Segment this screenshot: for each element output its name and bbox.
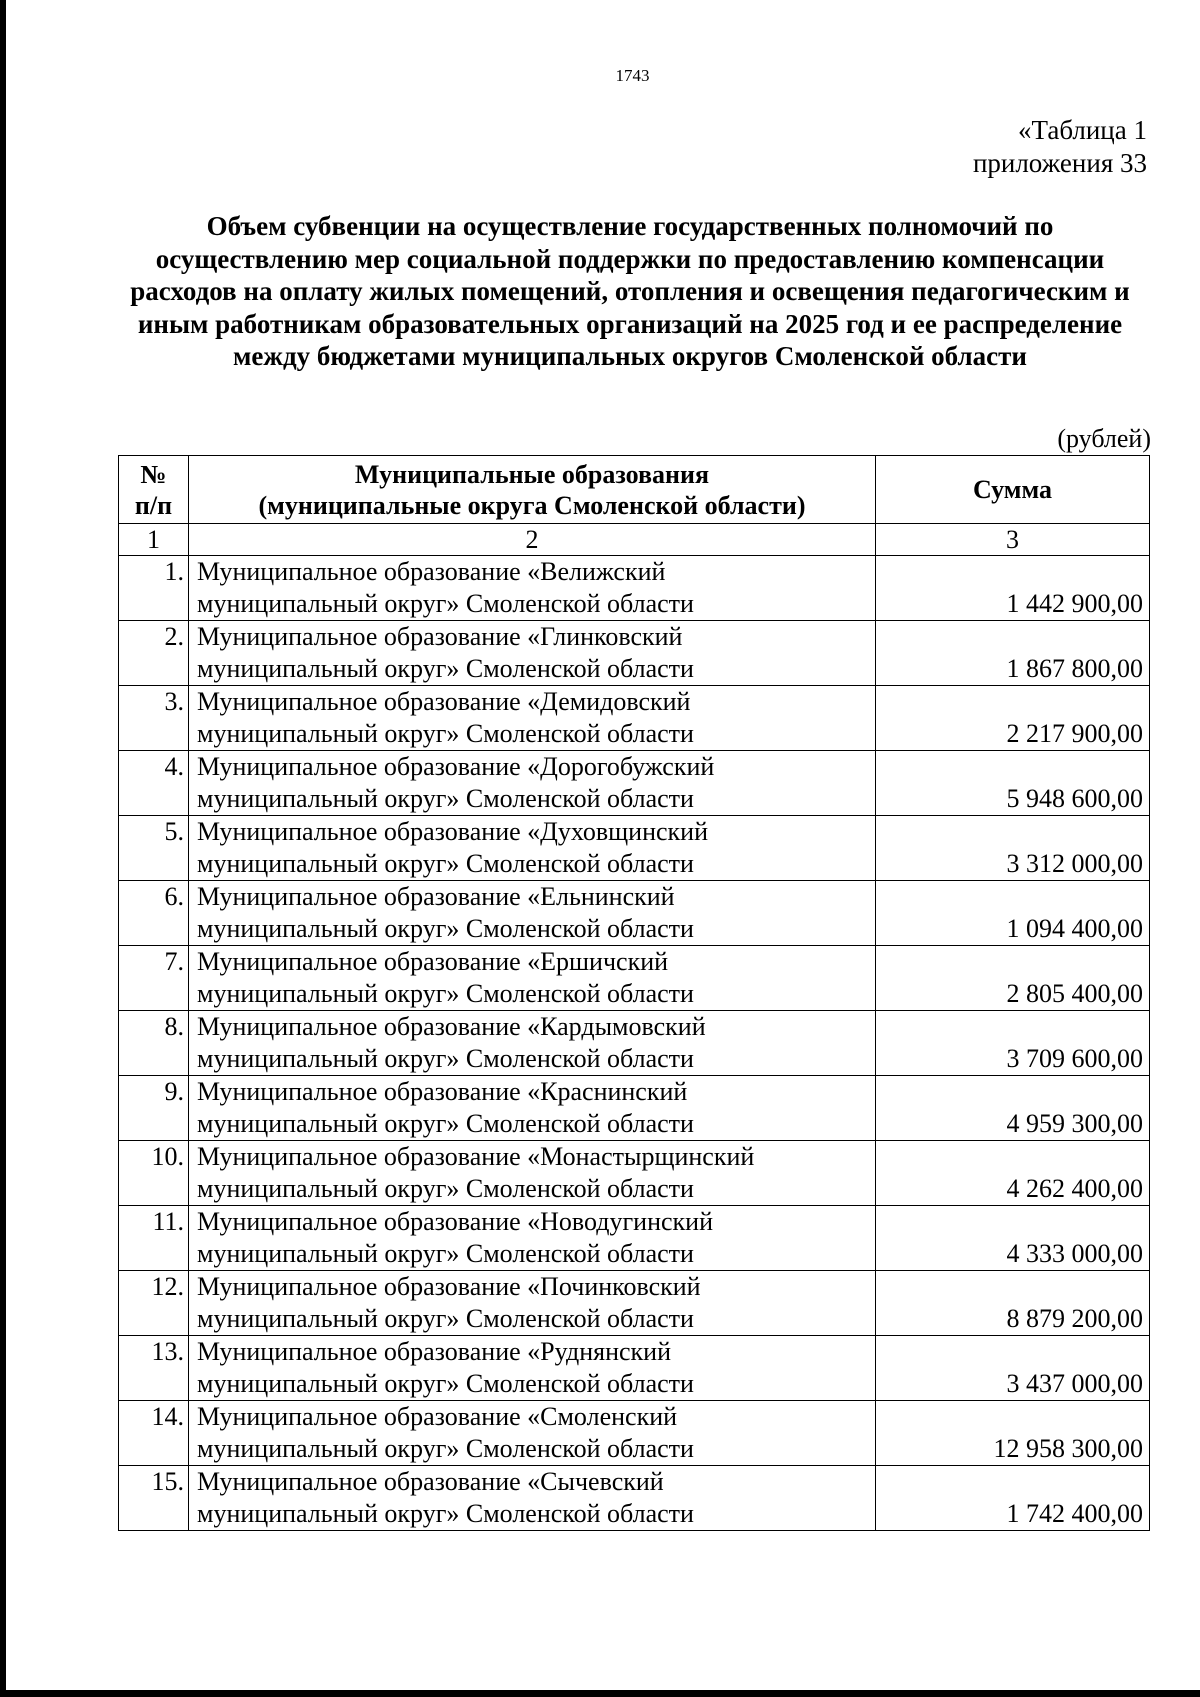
units-label: (рублей) (1057, 424, 1151, 453)
column-number-1: 1 (119, 524, 189, 556)
municipality-name-line2: муниципальный округ» Смоленской области (197, 1304, 694, 1333)
municipality-name-line1: Муниципальное образование «Монастырщинский (197, 1142, 755, 1171)
document-title: Объем субвенции на осуществление государственных полномочий по осуществлению мер социальной поддержки по предоставлению компенсации расходов на оплату жилых помещений, отопления и освещения педагогическим и иным работникам образовательных организаций на 2025 год и ее распределение между бюджетами муниципальных округов Смоленской области (130, 211, 1130, 371)
table-row (119, 1011, 1150, 1076)
row-number: 14. (119, 1401, 189, 1466)
municipality-name (189, 946, 876, 1011)
municipality-name (189, 816, 876, 881)
subvention-sum: 12 958 300,00 (876, 1401, 1150, 1466)
municipality-name (189, 751, 876, 816)
header-sum: Сумма (876, 456, 1150, 524)
subvention-sum: 1 442 900,00 (876, 556, 1150, 621)
column-number-row (119, 524, 1150, 556)
table-header-row (119, 456, 1150, 524)
municipality-name (189, 881, 876, 946)
table-row (119, 1466, 1150, 1531)
municipality-name-line1: Муниципальное образование «Глинковский (197, 622, 683, 651)
table-row (119, 751, 1150, 816)
header-municipality-line2: (муниципальные округа Смоленской области) (258, 490, 806, 520)
row-number: 6. (119, 881, 189, 946)
municipality-name-line1: Муниципальное образование «Велижский (197, 557, 666, 586)
municipality-name-line2: муниципальный округ» Смоленской области (197, 1499, 694, 1528)
municipality-name-line2: муниципальный округ» Смоленской области (197, 1369, 694, 1398)
header-num-line1: № (140, 459, 167, 489)
municipality-name-line2: муниципальный округ» Смоленской области (197, 654, 694, 683)
municipality-name (189, 1271, 876, 1336)
municipality-name-line2: муниципальный округ» Смоленской области (197, 719, 694, 748)
row-number: 11. (119, 1206, 189, 1271)
table-row (119, 1271, 1150, 1336)
row-number: 12. (119, 1271, 189, 1336)
table-row (119, 1141, 1150, 1206)
municipality-name (189, 686, 876, 751)
subvention-sum: 4 333 000,00 (876, 1206, 1150, 1271)
table-row (119, 881, 1150, 946)
municipality-name-line2: муниципальный округ» Смоленской области (197, 589, 694, 618)
subvention-sum: 3 709 600,00 (876, 1011, 1150, 1076)
municipality-name-line1: Муниципальное образование «Новодугинский (197, 1207, 713, 1236)
municipality-name-line2: муниципальный округ» Смоленской области (197, 979, 694, 1008)
column-number-2: 2 (189, 524, 876, 556)
municipality-name (189, 556, 876, 621)
municipality-name (189, 1466, 876, 1531)
municipality-name (189, 1401, 876, 1466)
municipality-name-line1: Муниципальное образование «Дорогобужский (197, 752, 715, 781)
table-row (119, 1206, 1150, 1271)
row-number: 9. (119, 1076, 189, 1141)
municipality-name-line2: муниципальный округ» Смоленской области (197, 1434, 694, 1463)
subvention-sum: 3 312 000,00 (876, 816, 1150, 881)
municipality-name-line1: Муниципальное образование «Демидовский (197, 687, 691, 716)
header-municipality-line1: Муниципальные образования (354, 459, 710, 489)
subvention-sum: 2 805 400,00 (876, 946, 1150, 1011)
municipality-name (189, 1141, 876, 1206)
municipality-name-line2: муниципальный округ» Смоленской области (197, 1109, 694, 1138)
subvention-sum: 1 867 800,00 (876, 621, 1150, 686)
scan-edge-left (0, 0, 6, 1697)
subvention-sum: 5 948 600,00 (876, 751, 1150, 816)
municipality-name (189, 1336, 876, 1401)
municipality-name-line1: Муниципальное образование «Ельнинский (197, 882, 675, 911)
municipality-name-line1: Муниципальное образование «Руднянский (197, 1337, 671, 1366)
row-number: 7. (119, 946, 189, 1011)
subvention-sum: 4 959 300,00 (876, 1076, 1150, 1141)
municipality-name-line1: Муниципальное образование «Сычевский (197, 1467, 664, 1496)
row-number: 13. (119, 1336, 189, 1401)
municipality-name (189, 1011, 876, 1076)
header-num (119, 456, 189, 524)
scan-edge-bottom (0, 1690, 1200, 1697)
subvention-sum: 4 262 400,00 (876, 1141, 1150, 1206)
header-num-line2: п/п (134, 490, 173, 520)
subvention-sum: 2 217 900,00 (876, 686, 1150, 751)
table-row (119, 946, 1150, 1011)
table-row (119, 1076, 1150, 1141)
municipality-name-line1: Муниципальное образование «Ершичский (197, 947, 669, 976)
table-row (119, 556, 1150, 621)
municipality-name-line2: муниципальный округ» Смоленской области (197, 1174, 694, 1203)
municipality-name-line1: Муниципальное образование «Смоленский (197, 1402, 678, 1431)
municipality-name (189, 1206, 876, 1271)
row-number: 8. (119, 1011, 189, 1076)
municipality-name-line2: муниципальный округ» Смоленской области (197, 849, 694, 878)
page-number: 1743 (615, 66, 650, 85)
table-row (119, 1336, 1150, 1401)
municipality-name (189, 621, 876, 686)
municipality-name-line1: Муниципальное образование «Починковский (197, 1272, 701, 1301)
subvention-sum: 1 094 400,00 (876, 881, 1150, 946)
table-row (119, 1401, 1150, 1466)
appendix-reference (973, 114, 1147, 180)
row-number: 2. (119, 621, 189, 686)
row-number: 10. (119, 1141, 189, 1206)
subvention-sum: 3 437 000,00 (876, 1336, 1150, 1401)
row-number: 5. (119, 816, 189, 881)
subvention-sum: 8 879 200,00 (876, 1271, 1150, 1336)
municipality-name-line1: Муниципальное образование «Краснинский (197, 1077, 688, 1106)
municipality-name-line2: муниципальный округ» Смоленской области (197, 1239, 694, 1268)
row-number: 15. (119, 1466, 189, 1531)
appendix-table-label: «Таблица 1 (1018, 115, 1147, 145)
municipality-name-line1: Муниципальное образование «Кардымовский (197, 1012, 706, 1041)
table-row (119, 686, 1150, 751)
column-number-3: 3 (876, 524, 1150, 556)
subvention-sum: 1 742 400,00 (876, 1466, 1150, 1531)
municipality-name-line1: Муниципальное образование «Духовщинский (197, 817, 709, 846)
table-row (119, 621, 1150, 686)
row-number: 4. (119, 751, 189, 816)
municipality-name-line2: муниципальный округ» Смоленской области (197, 784, 694, 813)
header-municipality (189, 456, 876, 524)
municipality-name-line2: муниципальный округ» Смоленской области (197, 1044, 694, 1073)
row-number: 1. (119, 556, 189, 621)
subvention-table (118, 455, 1150, 1531)
municipality-name-line2: муниципальный округ» Смоленской области (197, 914, 694, 943)
appendix-number-label: приложения 33 (972, 148, 1147, 178)
table-row (119, 816, 1150, 881)
municipality-name (189, 1076, 876, 1141)
row-number: 3. (119, 686, 189, 751)
